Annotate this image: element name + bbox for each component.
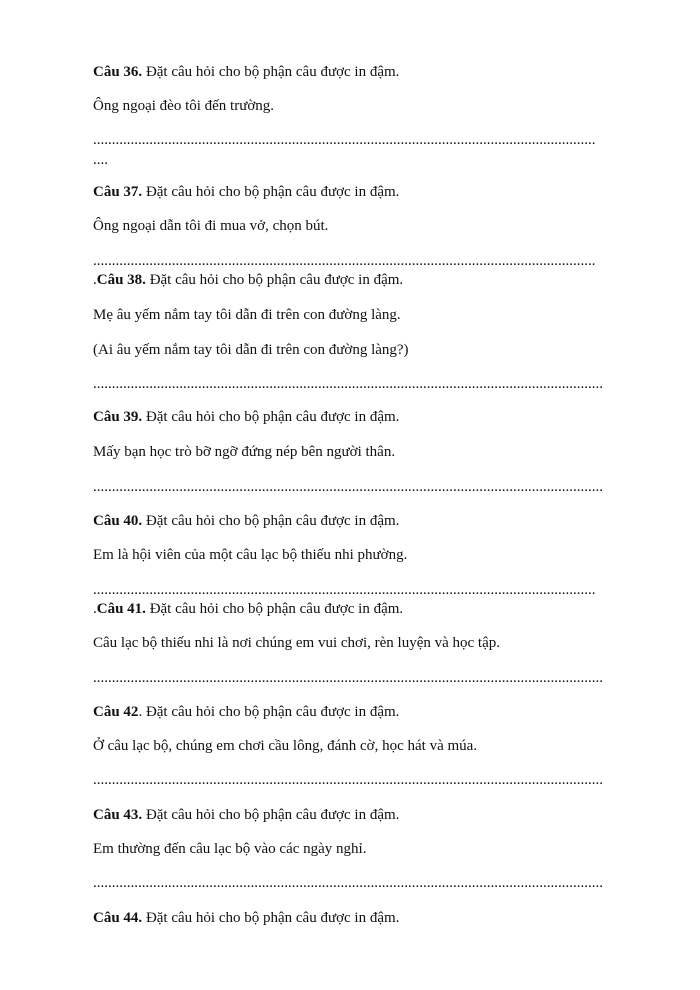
question-prompt: Đặt câu hỏi cho bộ phận câu được in đậm. bbox=[145, 601, 404, 617]
question-prompt: Đặt câu hỏi cho bộ phận câu được in đậm. bbox=[145, 272, 404, 288]
question-number: Câu 41. bbox=[96, 601, 146, 617]
question-number: Câu 42 bbox=[93, 704, 139, 720]
question-42-header bbox=[93, 703, 653, 721]
answer-line[interactable]: ...................................................................................................................................... bbox=[93, 582, 596, 598]
question-41-header bbox=[93, 600, 653, 618]
question-38-header bbox=[93, 271, 653, 289]
question-prompt: Đặt câu hỏi cho bộ phận câu được in đậm. bbox=[142, 513, 400, 529]
question-prompt: Đặt câu hỏi cho bộ phận câu được in đậm. bbox=[142, 184, 400, 200]
question-prompt: Đặt câu hỏi cho bộ phận câu được in đậm. bbox=[142, 807, 400, 823]
question-36-sentence: Ông ngoại đèo tôi đến trường. bbox=[93, 98, 275, 114]
answer-line[interactable]: ........................................................................................................................................ bbox=[93, 875, 603, 891]
question-43-header bbox=[93, 806, 653, 824]
question-prefix: . bbox=[93, 601, 97, 617]
question-prefix: . bbox=[93, 272, 97, 288]
question-number: Câu 39. bbox=[93, 409, 143, 425]
question-prompt: Đặt câu hỏi cho bộ phận câu được in đậm. bbox=[142, 910, 400, 926]
question-number: Câu 37. bbox=[93, 184, 143, 200]
question-number: Câu 36. bbox=[93, 64, 143, 80]
question-42-sentence: Ở câu lạc bộ, chúng em chơi cầu lông, đánh cờ, học hát và múa. bbox=[93, 738, 478, 754]
question-39-sentence: Mấy bạn học trò bỡ ngỡ đứng nép bên người thân. bbox=[93, 444, 396, 460]
question-38-sentence-hint: (Ai âu yếm nắm tay tôi dẫn đi trên con đường làng?) bbox=[93, 342, 409, 358]
question-40-header bbox=[93, 512, 653, 530]
question-prompt: Đặt câu hỏi cho bộ phận câu được in đậm. bbox=[142, 409, 400, 425]
question-number: Câu 43. bbox=[93, 807, 143, 823]
question-37-header bbox=[93, 183, 653, 201]
answer-line[interactable]: ........................................................................................................................................ bbox=[93, 376, 603, 392]
question-number: Câu 44. bbox=[93, 910, 143, 926]
answer-line[interactable]: ........................................................................................................................................ bbox=[93, 479, 603, 495]
question-36-header bbox=[93, 63, 653, 81]
question-number: Câu 40. bbox=[93, 513, 143, 529]
question-37-sentence: Ông ngoại dẫn tôi đi mua vở, chọn bút. bbox=[93, 218, 329, 234]
question-40-sentence: Em là hội viên của một câu lạc bộ thiếu nhi phường. bbox=[93, 547, 408, 563]
answer-line-tail[interactable]: .... bbox=[93, 152, 108, 168]
answer-line[interactable]: ...................................................................................................................................... bbox=[93, 253, 596, 269]
question-43-sentence: Em thường đến câu lạc bộ vào các ngày nghỉ. bbox=[93, 841, 367, 857]
question-41-sentence: Câu lạc bộ thiếu nhi là nơi chúng em vui chơi, rèn luyện và học tập. bbox=[93, 635, 501, 651]
question-39-header bbox=[93, 408, 653, 426]
answer-line[interactable]: ...................................................................................................................................... bbox=[93, 132, 596, 148]
question-number: Câu 38. bbox=[96, 272, 146, 288]
question-prompt: Đặt câu hỏi cho bộ phận câu được in đậm. bbox=[142, 64, 400, 80]
question-44-header bbox=[93, 909, 653, 927]
answer-line[interactable]: ........................................................................................................................................ bbox=[93, 772, 603, 788]
question-prompt: . Đặt câu hỏi cho bộ phận câu được in đậm. bbox=[138, 704, 400, 720]
answer-line[interactable]: ........................................................................................................................................ bbox=[93, 670, 603, 686]
question-38-sentence: Mẹ âu yếm nắm tay tôi dẫn đi trên con đường làng. bbox=[93, 307, 401, 323]
